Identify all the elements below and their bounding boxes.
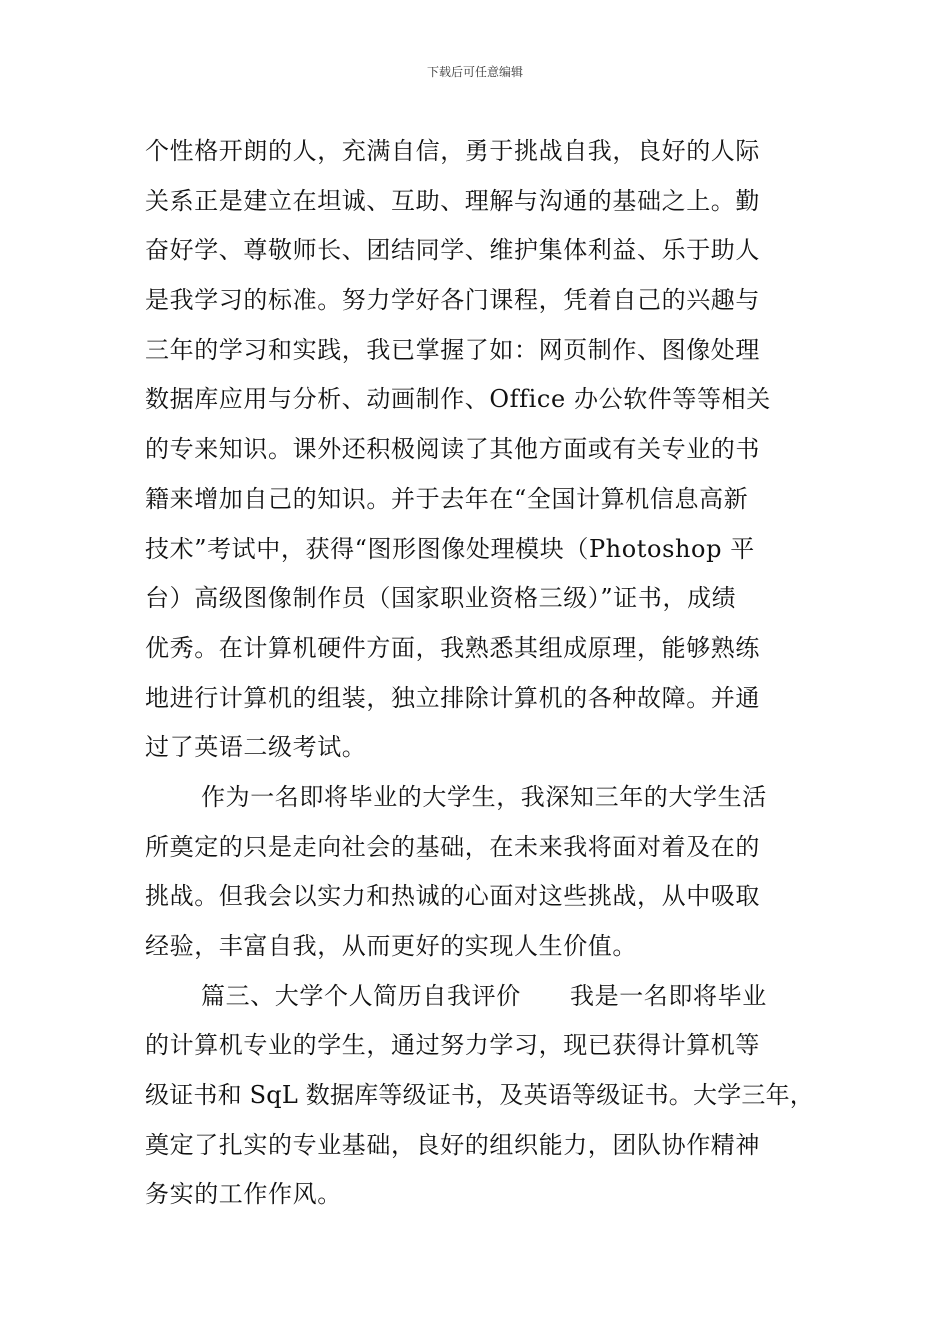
text-line: 奋好学、尊敬师长、团结同学、维护集体利益、乐于助人 (145, 236, 760, 265)
paragraph-skills (145, 127, 815, 773)
text-line: 的专来知识。课外还积极阅读了其他方面或有关专业的书 (145, 435, 760, 464)
text-line: 是我学习的标准。努力学好各门课程，凭着自己的兴趣与 (145, 286, 760, 315)
text-line: 三年的学习和实践，我已掌握了如：网页制作、图像处理 (145, 335, 760, 364)
text-line: 籍来增加自己的知识。并于去年在“全国计算机信息高新 (145, 484, 749, 513)
paragraph-part-three (145, 972, 815, 1220)
page-header: 下载后可任意编辑 (426, 65, 523, 79)
text-line: 台）高级图像制作员（国家职业资格三级）”证书，成绩 (145, 584, 737, 613)
text-line: 地进行计算机的组装，独立排除计算机的各种故障。并通 (145, 683, 760, 712)
text-line: 个性格开朗的人，充满自信，勇于挑战自我，良好的人际 (145, 137, 760, 165)
text-line: 挑战。但我会以实力和热诚的心面对这些挑战，从中吸取 (145, 882, 760, 911)
text-line: 优秀。在计算机硬件方面，我熟悉其组成原理，能够熟练 (145, 633, 760, 662)
text-line: 作为一名即将毕业的大学生，我深知三年的大学生活 (201, 782, 767, 811)
text-line: 关系正是建立在坦诚、互助、理解与沟通的基础之上。勤 (145, 186, 760, 215)
text-line: 过了英语二级考试。 (145, 733, 367, 762)
text-line: 奠定了扎实的专业基础，良好的组织能力，团队协作精神 (145, 1130, 760, 1159)
text-line: 技术”考试中，获得“图形图像处理模块（Photoshop 平 (145, 534, 755, 563)
paragraph-graduate (145, 773, 815, 972)
text-line: 篇三、大学个人简历自我评价 我是一名即将毕业 (201, 981, 767, 1010)
text-line: 经验，丰富自我，从而更好的实现人生价值。 (145, 932, 637, 960)
document-body (145, 127, 815, 1220)
text-line: 务实的工作作风。 (145, 1180, 342, 1209)
text-line: 的计算机专业的学生，通过努力学习，现已获得计算机等 (145, 1031, 760, 1060)
text-line: 数据库应用与分析、动画制作、Office 办公软件等等相关 (145, 385, 771, 414)
text-line: 所奠定的只是走向社会的基础，在未来我将面对着及在的 (145, 832, 760, 861)
text-line: 级证书和 SqL 数据库等级证书，及英语等级证书。大学三年， (145, 1081, 814, 1110)
